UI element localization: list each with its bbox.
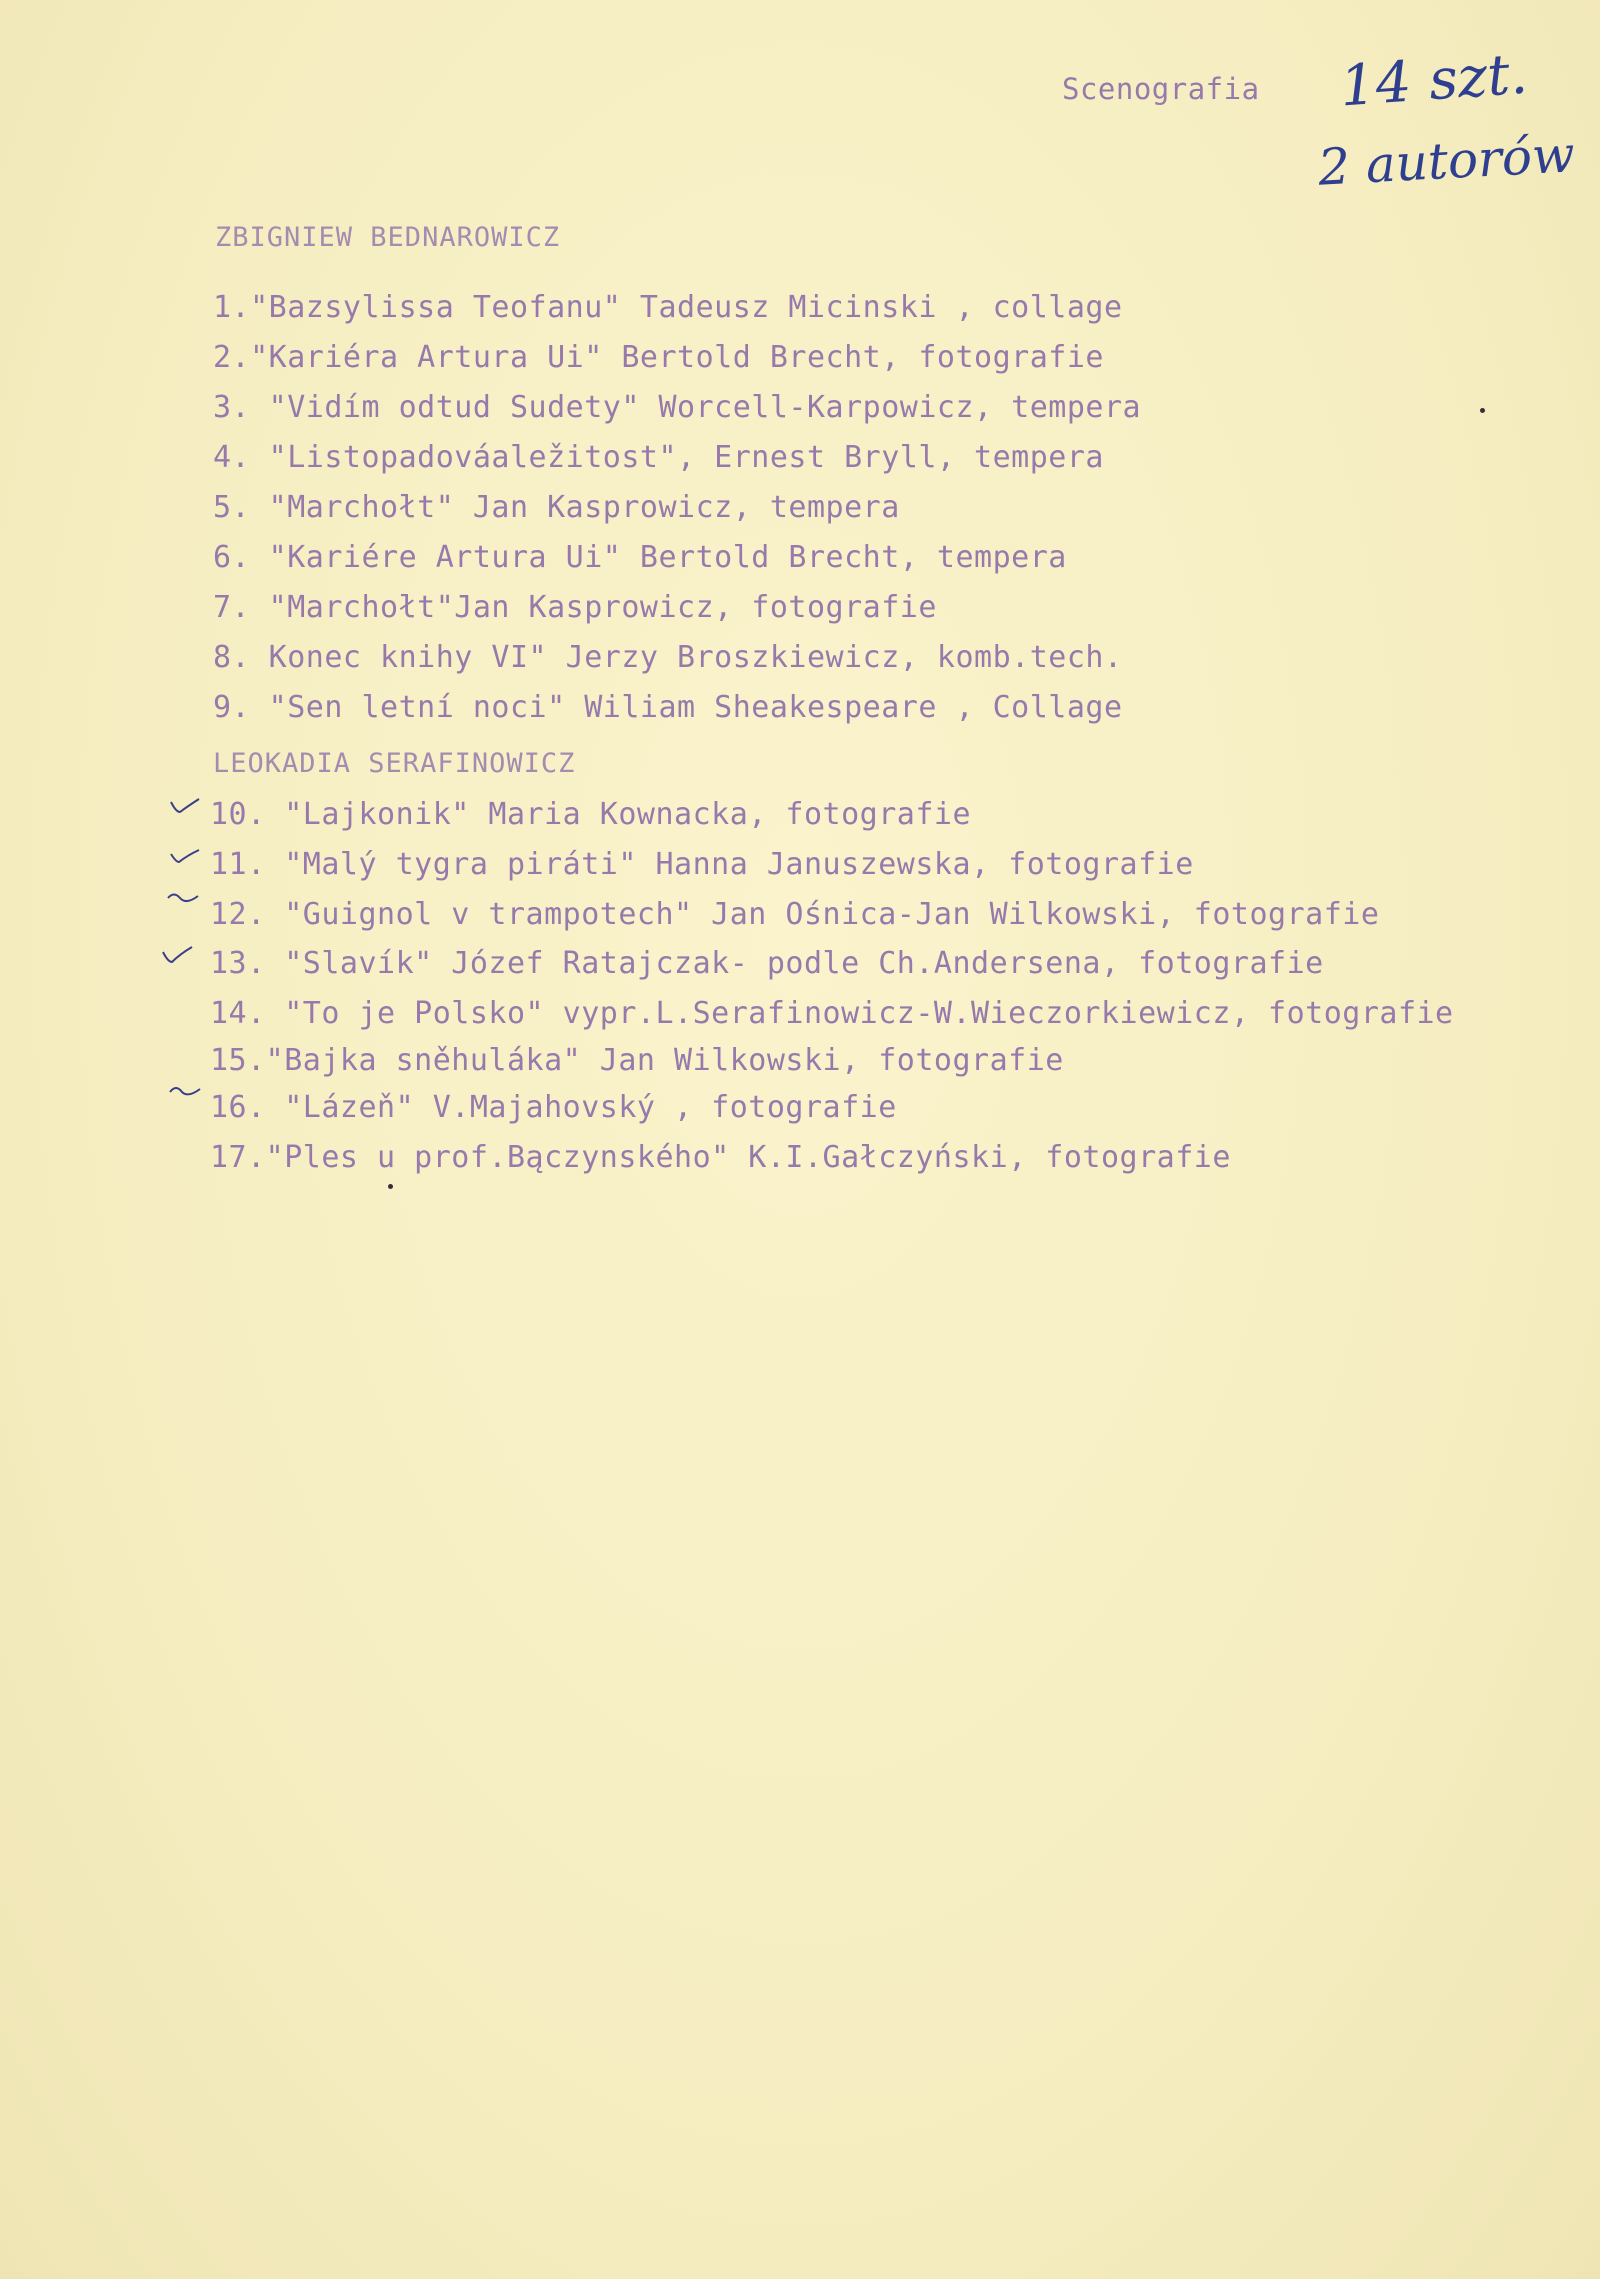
list-item: 9. "Sen letní noci" Wiliam Sheakespeare , Collage	[213, 690, 1123, 725]
list-item: 6. "Kariére Artura Ui" Bertold Brecht, tempera	[213, 540, 1067, 575]
list-item: 15."Bajka sněhuláka" Jan Wilkowski, fotografie	[210, 1043, 1064, 1078]
category-label: Scenografia	[1062, 72, 1260, 106]
handwritten-authors-note: 2 autorów	[1316, 125, 1577, 197]
list-item: 10. "Lajkonik" Maria Kownacka, fotografie	[210, 797, 972, 832]
list-item: 14. "To je Polsko" vypr.L.Serafinowicz-W.Wieczorkiewicz, fotografie	[210, 996, 1454, 1031]
handwritten-count: 14 szt.	[1337, 41, 1530, 120]
ink-dot	[1480, 408, 1485, 413]
checkmark-icon	[168, 846, 202, 868]
ink-dot	[388, 1184, 393, 1189]
list-item: 13. "Slavík" Józef Ratajczak- podle Ch.Andersena, fotografie	[210, 946, 1324, 981]
author-heading-bednarowicz: ZBIGNIEW BEDNAROWICZ	[215, 222, 561, 253]
list-item: 12. "Guignol v trampotech" Jan Ośnica-Jan Wilkowski, fotografie	[210, 897, 1380, 932]
list-item: 5. "Marchołt" Jan Kasprowicz, tempera	[213, 490, 900, 525]
list-item: 2."Kariéra Artura Ui" Bertold Brecht, fotografie	[213, 340, 1104, 375]
list-item: 3. "Vidím odtud Sudety" Worcell-Karpowicz, tempera	[213, 390, 1142, 425]
tilde-mark-icon	[166, 888, 200, 910]
checkmark-icon	[160, 944, 194, 966]
list-item: 1."Bazsylissa Teofanu" Tadeusz Micinski , collage	[213, 290, 1123, 325]
list-item: 4. "Listopadováaležitost", Ernest Bryll, tempera	[213, 440, 1104, 475]
checkmark-icon	[168, 796, 202, 818]
tilde-mark-icon	[168, 1080, 202, 1102]
list-item: 17."Ples u prof.Bączynského" K.I.Gałczyński, fotografie	[210, 1140, 1231, 1175]
list-item: 7. "Marchołt"Jan Kasprowicz, fotografie	[213, 590, 937, 625]
list-item: 16. "Lázeň" V.Majahovský , fotografie	[210, 1090, 897, 1125]
list-item: 11. "Malý tygra piráti" Hanna Januszewska, fotografie	[210, 847, 1194, 882]
list-item: 8. Konec knihy VI" Jerzy Broszkiewicz, komb.tech.	[213, 640, 1123, 675]
author-heading-serafinowicz: LEOKADIA SERAFINOWICZ	[213, 748, 576, 779]
